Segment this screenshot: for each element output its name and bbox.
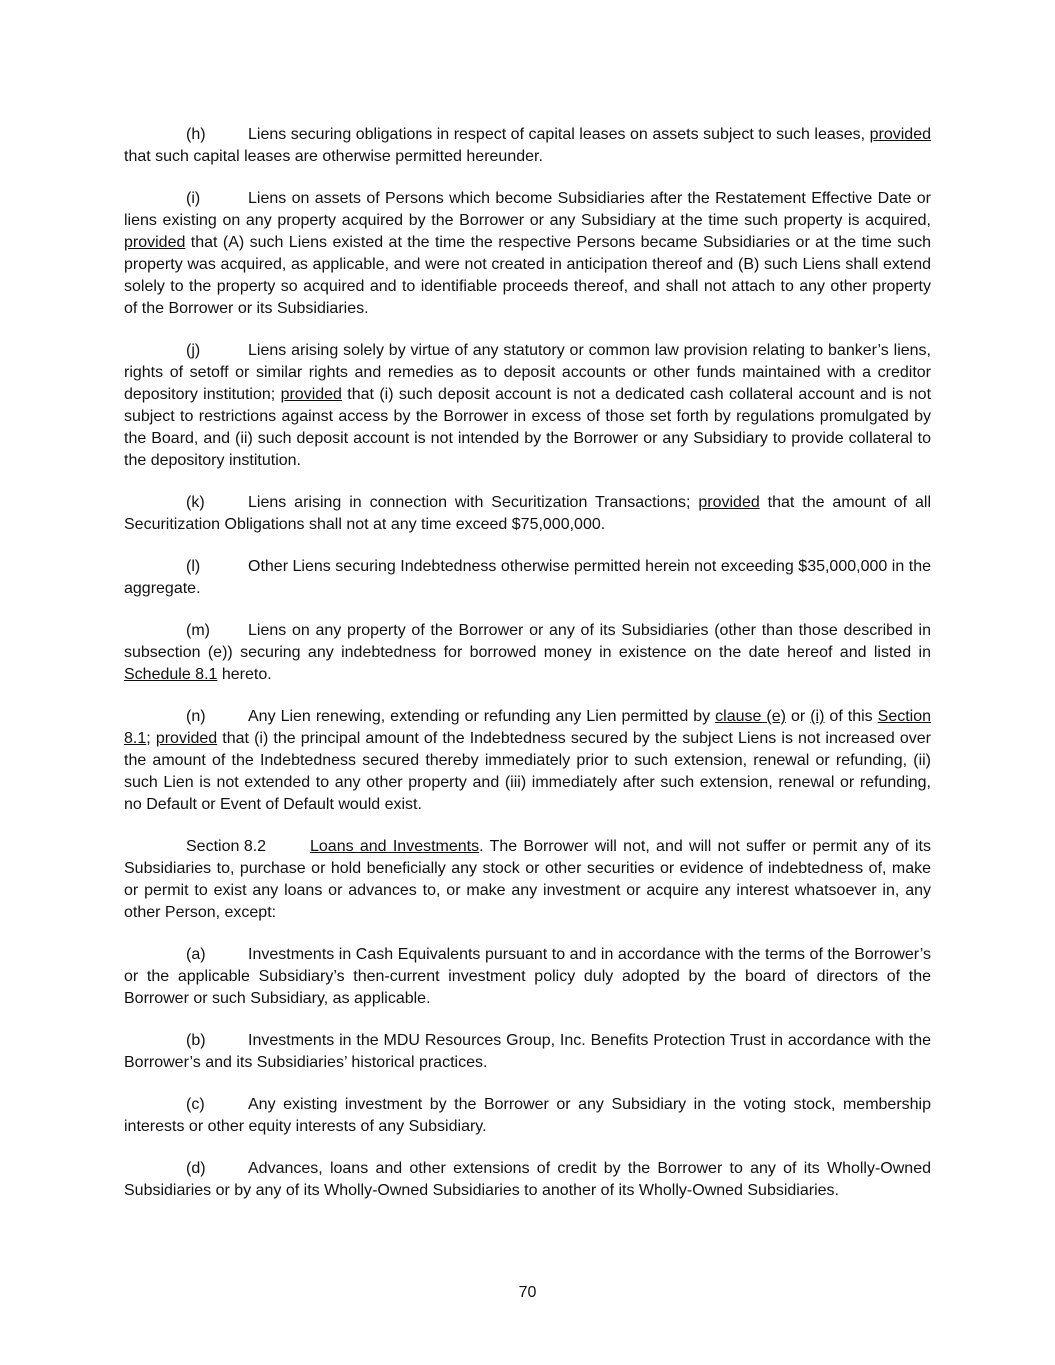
clause-text: that (i) the principal amount of the Indebtedness secured by the subject Liens is not increased over the amount of the Indebtedness secured thereby immediately prior to such extension, renewal or refunding, (ii) such Lien is not extended to any other property and (iii) immediately after such extension, renewal or refunding, no Default or Event of Default would exist.	[124, 730, 932, 813]
clause-text: hereto.	[217, 666, 272, 683]
clause-label: (k)	[186, 494, 205, 511]
page-number: 70	[518, 1284, 537, 1301]
clause-paragraph	[124, 944, 931, 1010]
clause-label: (j)	[186, 342, 201, 359]
clause-label: (c)	[186, 1096, 205, 1113]
clause-paragraph	[124, 340, 931, 472]
underlined-term: provided	[155, 730, 218, 747]
clause-paragraph	[124, 620, 931, 686]
clause-text: ;	[146, 730, 156, 747]
clause-text: Other Liens securing Indebtedness otherwise permitted herein not exceeding $35,000,000 in the aggregate.	[124, 558, 931, 597]
underlined-term: clause (e)	[715, 708, 786, 725]
clause-text: Investments in Cash Equivalents pursuant to and in accordance with the terms of the Borrower’s or the applicable Subsidiary’s then-current investment policy duly adopted by the board of directors of the Borrower or such Subsidiary, as applicable.	[124, 946, 931, 1007]
clause-text: Liens arising in connection with Securitization Transactions;	[248, 494, 699, 511]
underlined-term: provided	[280, 386, 342, 403]
clause-label: (b)	[186, 1032, 206, 1049]
clause-text: Liens on any property of the Borrower or any of its Subsidiaries (other than those described in subsection (e)) securing any indebtedness for borrowed money in existence on the date hereof and listed in	[124, 622, 931, 661]
clause-label: (a)	[186, 946, 206, 963]
clause-text: Liens securing obligations in respect of capital leases on assets subject to such leases,	[248, 126, 870, 143]
clause-text: Liens on assets of Persons which become Subsidiaries after the Restatement Effective Date or liens existing on any property acquired by the Borrower or any Subsidiary at the time such property is acquired,	[124, 190, 931, 229]
section-number: Section 8.2	[186, 838, 267, 855]
document-body	[124, 124, 931, 1222]
clause-label: (n)	[186, 708, 206, 725]
clause-label: (d)	[186, 1160, 206, 1177]
section-heading-paragraph	[124, 836, 931, 924]
underlined-term: provided	[124, 234, 186, 251]
clause-paragraph	[124, 706, 931, 816]
underlined-term: (i)	[810, 708, 825, 725]
clause-paragraph	[124, 1030, 931, 1074]
clause-paragraph	[124, 492, 931, 536]
underlined-term: provided	[698, 494, 760, 511]
clause-text: that such capital leases are otherwise permitted hereunder.	[124, 148, 543, 165]
clause-text: Liens arising solely by virtue of any statutory or common law provision relating to banker’s liens, rights of setoff or similar rights and remedies as to deposit accounts or other funds maintained with a creditor depository institution;	[124, 342, 931, 403]
clause-text: that (i) such deposit account is not a dedicated cash collateral account and is not subject to restrictions against access by the Borrower in excess of those set forth by regulations promulgated by the Board, and (ii) such deposit account is not intended by the Borrower or any Subsidiary to provide collateral to the depository institution.	[124, 386, 932, 469]
clause-paragraph	[124, 1158, 931, 1202]
clause-text: Advances, loans and other extensions of credit by the Borrower to any of its Wholly-Owned Subsidiaries or by any of its Wholly-Owned Subsidiaries to another of its Wholly-Owned Subsidiaries.	[124, 1160, 931, 1199]
clause-text: or	[785, 708, 811, 725]
clause-label: (l)	[186, 558, 201, 575]
underlined-term: provided	[869, 126, 931, 143]
clause-paragraph	[124, 188, 931, 320]
clause-text: . The Borrower will not, and will not suffer or permit any of its Subsidiaries to, purchase or hold beneficially any stock or other securities or evidence of indebtedness of, make or permit to exist any loans or advances to, or make any investment or acquire any interest whatsoever in, any other Person, except:	[124, 838, 932, 921]
clause-label: (m)	[186, 622, 210, 639]
clause-label: (h)	[186, 126, 206, 143]
clause-paragraph	[124, 556, 931, 600]
underlined-term: Schedule 8.1	[124, 666, 218, 683]
clause-text: Any existing investment by the Borrower or any Subsidiary in the voting stock, membership interests or other equity interests of any Subsidiary.	[124, 1096, 931, 1135]
underlined-term: Loans and Investments	[310, 838, 480, 855]
clause-text: Any Lien renewing, extending or refunding any Lien permitted by	[248, 708, 716, 725]
clause-text: Investments in the MDU Resources Group, Inc. Benefits Protection Trust in accordance with the Borrower’s and its Subsidiaries’ historical practices.	[124, 1032, 931, 1071]
clause-text: of this	[824, 708, 878, 725]
underlined-term: Section 8.1	[124, 708, 932, 747]
clause-label: (i)	[186, 190, 201, 207]
clause-text: that (A) such Liens existed at the time the respective Persons became Subsidiaries or at the time such property was acquired, as applicable, and were not created in anticipation thereof and (B) such Liens shall extend solely to the property so acquired and to identifiable proceeds thereof, and shall not attach to any other property of the Borrower or its Subsidiaries.	[124, 234, 931, 317]
clause-paragraph	[124, 124, 931, 168]
clause-text: that the amount of all Securitization Obligations shall not at any time exceed $75,000,000.	[124, 494, 932, 533]
clause-paragraph	[124, 1094, 931, 1138]
